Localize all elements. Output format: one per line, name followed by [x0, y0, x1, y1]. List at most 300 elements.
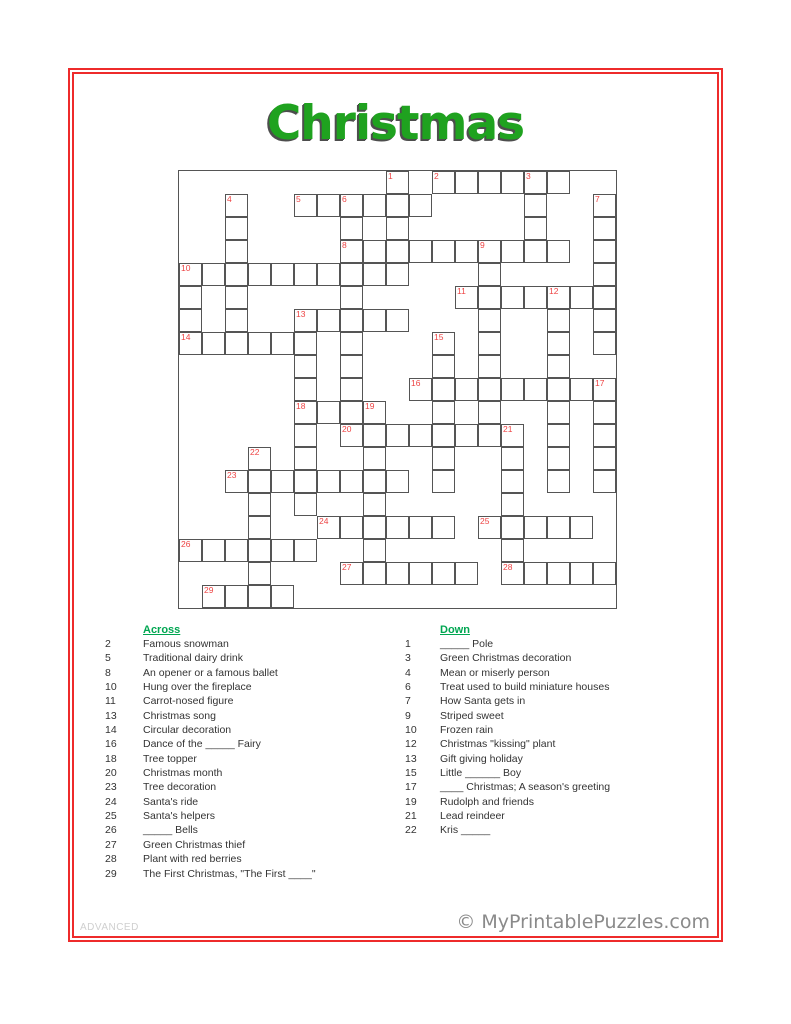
- grid-cell[interactable]: [455, 171, 478, 194]
- grid-cell[interactable]: [432, 401, 455, 424]
- grid-cell[interactable]: [409, 424, 432, 447]
- grid-cell[interactable]: [248, 447, 271, 470]
- grid-cell[interactable]: [593, 309, 616, 332]
- clue-text: Circular decoration: [143, 724, 232, 737]
- grid-cell[interactable]: [340, 470, 363, 493]
- clue-number: 11: [105, 695, 116, 708]
- clue-item: [405, 795, 705, 809]
- clue-text: The First Christmas, "The First ____": [143, 867, 316, 880]
- grid-cell[interactable]: [202, 332, 225, 355]
- grid-cell[interactable]: [524, 286, 547, 309]
- clue-text: Santa's ride: [143, 795, 199, 808]
- grid-cell[interactable]: [478, 516, 501, 539]
- grid-cell[interactable]: [593, 286, 616, 309]
- grid-cell[interactable]: [386, 516, 409, 539]
- grid-cell[interactable]: [455, 240, 478, 263]
- grid-cell[interactable]: [501, 424, 524, 447]
- grid-cell[interactable]: [294, 447, 317, 470]
- grid-cell[interactable]: [432, 516, 455, 539]
- grid-cell[interactable]: [547, 562, 570, 585]
- grid-cell[interactable]: [432, 470, 455, 493]
- grid-cell[interactable]: [363, 240, 386, 263]
- grid-cell[interactable]: [432, 240, 455, 263]
- grid-cell[interactable]: [386, 470, 409, 493]
- clue-item: [405, 709, 705, 723]
- clue-text: Tree decoration: [143, 781, 217, 794]
- grid-cell[interactable]: [317, 263, 340, 286]
- grid-cell[interactable]: [294, 378, 317, 401]
- clue-number: 21: [405, 810, 417, 823]
- clue-item: [105, 709, 395, 723]
- grid-cell[interactable]: [340, 516, 363, 539]
- clue-number: 9: [405, 709, 411, 722]
- grid-cell[interactable]: [593, 263, 616, 286]
- grid-cell[interactable]: [225, 194, 248, 217]
- grid-cell[interactable]: [363, 194, 386, 217]
- grid-cell[interactable]: [294, 355, 317, 378]
- cell-number: 19: [365, 401, 375, 411]
- grid-cell[interactable]: [593, 470, 616, 493]
- grid-cell[interactable]: [340, 240, 363, 263]
- cell-number: 5: [296, 194, 301, 204]
- grid-cell[interactable]: [225, 332, 248, 355]
- grid-cell[interactable]: [202, 539, 225, 562]
- grid-cell[interactable]: [524, 562, 547, 585]
- grid-cell[interactable]: [340, 309, 363, 332]
- grid-cell[interactable]: [386, 309, 409, 332]
- grid-cell[interactable]: [501, 516, 524, 539]
- grid-cell[interactable]: [524, 240, 547, 263]
- grid-cell[interactable]: [340, 332, 363, 355]
- grid-cell[interactable]: [340, 424, 363, 447]
- cell-number: 18: [296, 401, 306, 411]
- grid-cell[interactable]: [179, 332, 202, 355]
- grid-cell[interactable]: [547, 309, 570, 332]
- clue-text: Rudolph and friends: [440, 795, 534, 808]
- cell-number: 14: [181, 332, 191, 342]
- clue-item: [405, 651, 705, 665]
- grid-cell[interactable]: [340, 286, 363, 309]
- grid-cell[interactable]: [478, 332, 501, 355]
- clue-item: [405, 666, 705, 680]
- grid-cell[interactable]: [294, 309, 317, 332]
- cell-number: 15: [434, 332, 444, 342]
- grid-cell[interactable]: [409, 240, 432, 263]
- cell-number: 21: [503, 424, 513, 434]
- grid-cell[interactable]: [225, 286, 248, 309]
- clue-number: 26: [105, 824, 117, 837]
- grid-cell[interactable]: [225, 309, 248, 332]
- grid-cell[interactable]: [501, 171, 524, 194]
- clue-number: 4: [405, 666, 411, 679]
- grid-cell[interactable]: [524, 378, 547, 401]
- cell-number: 26: [181, 539, 191, 549]
- grid-cell[interactable]: [501, 378, 524, 401]
- grid-cell[interactable]: [202, 585, 225, 608]
- grid-cell[interactable]: [501, 562, 524, 585]
- grid-cell[interactable]: [432, 424, 455, 447]
- grid-cell[interactable]: [248, 470, 271, 493]
- grid-cell[interactable]: [478, 309, 501, 332]
- grid-cell[interactable]: [202, 263, 225, 286]
- grid-cell[interactable]: [409, 516, 432, 539]
- clue-text: ____ Christmas; A season's greeting: [440, 781, 611, 794]
- grid-cell[interactable]: [340, 378, 363, 401]
- grid-cell[interactable]: [317, 401, 340, 424]
- clue-text: Christmas "kissing" plant: [440, 738, 556, 751]
- cell-number: 10: [181, 263, 191, 273]
- clue-text: Kris _____: [440, 824, 491, 837]
- grid-cell[interactable]: [340, 194, 363, 217]
- grid-cell[interactable]: [593, 562, 616, 585]
- grid-cell[interactable]: [317, 470, 340, 493]
- grid-cell[interactable]: [386, 240, 409, 263]
- grid-cell[interactable]: [317, 194, 340, 217]
- clue-text: Famous snowman: [143, 638, 229, 650]
- across-clue-list: [105, 637, 395, 881]
- clue-text: _____ Pole: [440, 638, 494, 650]
- grid-cell[interactable]: [225, 263, 248, 286]
- clue-number: 14: [105, 724, 117, 737]
- cell-number: 29: [204, 585, 214, 595]
- grid-cell[interactable]: [547, 447, 570, 470]
- grid-cell[interactable]: [340, 401, 363, 424]
- clue-number: 28: [105, 853, 117, 866]
- difficulty-label: ADVANCED: [80, 922, 139, 933]
- grid-cell[interactable]: [593, 447, 616, 470]
- clue-number: 27: [105, 838, 117, 851]
- grid-cell[interactable]: [386, 263, 409, 286]
- clue-text: Carrot-nosed figure: [143, 695, 234, 708]
- clue-number: 18: [105, 752, 117, 765]
- clue-number: 15: [405, 767, 417, 780]
- grid-cell[interactable]: [317, 516, 340, 539]
- grid-cell[interactable]: [363, 516, 386, 539]
- grid-cell[interactable]: [547, 286, 570, 309]
- cell-number: 25: [480, 516, 490, 526]
- grid-cell[interactable]: [432, 332, 455, 355]
- grid-cell[interactable]: [593, 194, 616, 217]
- grid-cell[interactable]: [432, 171, 455, 194]
- grid-cell[interactable]: [271, 470, 294, 493]
- grid-cell[interactable]: [478, 378, 501, 401]
- grid-cell[interactable]: [455, 562, 478, 585]
- cell-number: 28: [503, 562, 513, 572]
- clue-text: Santa's helpers: [143, 810, 216, 823]
- clue-text: Christmas month: [143, 767, 223, 780]
- clue-number: 17: [405, 781, 417, 794]
- grid-cell[interactable]: [294, 470, 317, 493]
- cell-number: 27: [342, 562, 352, 572]
- clue-item: [105, 809, 395, 823]
- cell-number: 20: [342, 424, 352, 434]
- grid-cell[interactable]: [524, 171, 547, 194]
- grid-cell[interactable]: [363, 562, 386, 585]
- clue-item: [105, 780, 395, 794]
- clue-item: [105, 838, 395, 852]
- clue-item: [105, 723, 395, 737]
- grid-cell[interactable]: [570, 516, 593, 539]
- clue-number: 13: [105, 709, 117, 722]
- grid-cell[interactable]: [593, 424, 616, 447]
- grid-cell[interactable]: [478, 401, 501, 424]
- clue-text: Tree topper: [143, 752, 197, 765]
- cell-number: 13: [296, 309, 306, 319]
- grid-cell[interactable]: [271, 539, 294, 562]
- grid-cell[interactable]: [340, 217, 363, 240]
- down-clues-section: [405, 624, 705, 838]
- puzzle-title: Christmas: [266, 96, 525, 151]
- clue-item: [105, 737, 395, 751]
- grid-cell[interactable]: [524, 516, 547, 539]
- grid-cell[interactable]: [409, 194, 432, 217]
- grid-cell[interactable]: [248, 263, 271, 286]
- clue-number: 2: [105, 638, 111, 650]
- grid-cell[interactable]: [340, 263, 363, 286]
- cell-number: 3: [526, 171, 531, 181]
- grid-cell[interactable]: [340, 562, 363, 585]
- clue-item: [105, 766, 395, 780]
- clue-text: Hung over the fireplace: [143, 681, 252, 694]
- cell-number: 11: [457, 286, 466, 296]
- clue-number: 12: [405, 738, 417, 751]
- grid-cell[interactable]: [524, 194, 547, 217]
- clue-text: An opener or a famous ballet: [143, 666, 278, 679]
- grid-cell[interactable]: [432, 447, 455, 470]
- cell-number: 17: [595, 378, 605, 388]
- grid-cell[interactable]: [363, 447, 386, 470]
- cell-number: 2: [434, 171, 439, 181]
- grid-cell[interactable]: [478, 263, 501, 286]
- clue-text: Little ______ Boy: [440, 767, 522, 780]
- grid-cell[interactable]: [593, 401, 616, 424]
- clue-item: [105, 666, 395, 680]
- grid-cell[interactable]: [386, 171, 409, 194]
- grid-cell[interactable]: [501, 447, 524, 470]
- grid-cell[interactable]: [271, 263, 294, 286]
- grid-cell[interactable]: [340, 355, 363, 378]
- grid-cell[interactable]: [432, 378, 455, 401]
- cell-number: 22: [250, 447, 260, 457]
- cell-number: 16: [411, 378, 421, 388]
- grid-cell[interactable]: [455, 424, 478, 447]
- clue-item: [105, 752, 395, 766]
- grid-cell[interactable]: [248, 585, 271, 608]
- cell-number: 12: [549, 286, 559, 296]
- clue-number: 7: [405, 695, 411, 708]
- grid-cell[interactable]: [570, 286, 593, 309]
- grid-cell[interactable]: [294, 263, 317, 286]
- grid-cell[interactable]: [501, 493, 524, 516]
- grid-cell[interactable]: [547, 332, 570, 355]
- clue-number: 16: [105, 738, 117, 751]
- cell-number: 7: [595, 194, 600, 204]
- grid-cell[interactable]: [501, 470, 524, 493]
- grid-cell[interactable]: [478, 286, 501, 309]
- grid-cell[interactable]: [501, 286, 524, 309]
- grid-cell[interactable]: [248, 516, 271, 539]
- cell-number: 8: [342, 240, 347, 250]
- grid-cell[interactable]: [363, 470, 386, 493]
- clue-item: [405, 766, 705, 780]
- grid-cell[interactable]: [225, 539, 248, 562]
- clue-text: Plant with red berries: [143, 853, 242, 866]
- grid-cell[interactable]: [593, 332, 616, 355]
- clue-number: 24: [105, 795, 117, 808]
- clue-item: [105, 637, 395, 651]
- grid-cell[interactable]: [225, 470, 248, 493]
- clue-text: How Santa gets in: [440, 695, 526, 708]
- clue-text: Striped sweet: [440, 709, 504, 722]
- grid-cell[interactable]: [593, 378, 616, 401]
- grid-cell[interactable]: [179, 309, 202, 332]
- grid-cell[interactable]: [363, 424, 386, 447]
- grid-cell[interactable]: [478, 240, 501, 263]
- grid-cell[interactable]: [248, 539, 271, 562]
- grid-cell[interactable]: [547, 378, 570, 401]
- grid-cell[interactable]: [455, 286, 478, 309]
- clue-text: Treat used to build miniature houses: [440, 681, 610, 694]
- grid-cell[interactable]: [547, 355, 570, 378]
- clue-item: [405, 780, 705, 794]
- grid-cell[interactable]: [386, 424, 409, 447]
- grid-cell[interactable]: [478, 355, 501, 378]
- grid-cell[interactable]: [294, 332, 317, 355]
- grid-cell[interactable]: [455, 378, 478, 401]
- across-clues-section: [105, 624, 395, 881]
- clue-number: 13: [405, 752, 417, 765]
- grid-cell[interactable]: [294, 539, 317, 562]
- clue-text: Mean or miserly person: [440, 666, 550, 679]
- grid-cell[interactable]: [225, 217, 248, 240]
- crossword-grid: [178, 170, 617, 609]
- grid-cell[interactable]: [570, 378, 593, 401]
- clue-text: Frozen rain: [440, 724, 494, 737]
- clue-number: 20: [105, 767, 117, 780]
- clue-number: 5: [105, 652, 111, 665]
- clue-text: Dance of the _____ Fairy: [143, 738, 261, 751]
- grid-cell[interactable]: [386, 562, 409, 585]
- clue-number: 25: [105, 810, 117, 823]
- clue-item: [405, 637, 705, 651]
- grid-cell[interactable]: [409, 562, 432, 585]
- grid-cell[interactable]: [225, 240, 248, 263]
- grid-cell[interactable]: [248, 562, 271, 585]
- clue-text: _____ Bells: [143, 824, 198, 837]
- grid-cell[interactable]: [432, 562, 455, 585]
- grid-cell[interactable]: [363, 263, 386, 286]
- grid-cell[interactable]: [179, 286, 202, 309]
- clue-item: [405, 694, 705, 708]
- grid-cell[interactable]: [570, 562, 593, 585]
- grid-cell[interactable]: [501, 539, 524, 562]
- clue-number: 1: [405, 638, 411, 650]
- clue-text: Christmas song: [143, 709, 216, 722]
- clue-number: 3: [405, 652, 411, 665]
- clue-item: [405, 823, 705, 837]
- clue-text: Green Christmas thief: [143, 838, 246, 851]
- grid-cell[interactable]: [386, 217, 409, 240]
- clue-number: 29: [105, 867, 117, 880]
- grid-cell[interactable]: [294, 194, 317, 217]
- cell-number: 4: [227, 194, 232, 204]
- down-clue-list: [405, 637, 705, 838]
- clue-number: 10: [405, 724, 417, 737]
- grid-cell[interactable]: [547, 171, 570, 194]
- clue-item: [405, 723, 705, 737]
- grid-cell[interactable]: [363, 539, 386, 562]
- grid-cell[interactable]: [179, 539, 202, 562]
- grid-cell[interactable]: [547, 516, 570, 539]
- down-header: Down: [440, 624, 470, 636]
- grid-cell[interactable]: [363, 493, 386, 516]
- grid-cell[interactable]: [593, 240, 616, 263]
- across-header: Across: [143, 624, 181, 636]
- grid-cell[interactable]: [547, 401, 570, 424]
- cell-number: 9: [480, 240, 485, 250]
- grid-cell[interactable]: [294, 424, 317, 447]
- grid-cell[interactable]: [271, 585, 294, 608]
- clue-item: [105, 852, 395, 866]
- grid-cell[interactable]: [386, 194, 409, 217]
- grid-cell[interactable]: [225, 585, 248, 608]
- cell-number: 24: [319, 516, 329, 526]
- copyright: © MyPrintablePuzzles.com: [456, 911, 710, 933]
- clue-text: Traditional dairy drink: [143, 652, 243, 665]
- clue-item: [105, 795, 395, 809]
- clue-item: [405, 809, 705, 823]
- grid-cell[interactable]: [547, 424, 570, 447]
- grid-cell[interactable]: [317, 309, 340, 332]
- clue-number: 8: [105, 666, 111, 679]
- grid-cell[interactable]: [501, 240, 524, 263]
- grid-cell[interactable]: [363, 401, 386, 424]
- cell-number: 6: [342, 194, 347, 204]
- grid-cell[interactable]: [547, 470, 570, 493]
- grid-cell[interactable]: [593, 217, 616, 240]
- clue-item: [105, 823, 395, 837]
- grid-cell[interactable]: [294, 401, 317, 424]
- clue-item: [105, 680, 395, 694]
- clue-text: Green Christmas decoration: [440, 652, 572, 665]
- grid-cell[interactable]: [179, 263, 202, 286]
- clue-item: [105, 651, 395, 665]
- clue-item: [405, 737, 705, 751]
- clue-text: Gift giving holiday: [440, 752, 523, 765]
- clue-text: Lead reindeer: [440, 810, 505, 823]
- clue-item: [105, 867, 395, 881]
- cell-number: 23: [227, 470, 237, 480]
- grid-cell[interactable]: [409, 378, 432, 401]
- clue-number: 22: [405, 824, 417, 837]
- grid-cell[interactable]: [248, 493, 271, 516]
- clue-item: [405, 752, 705, 766]
- grid-cell[interactable]: [547, 240, 570, 263]
- clue-item: [105, 694, 395, 708]
- clue-number: 19: [405, 795, 417, 808]
- grid-cell[interactable]: [271, 332, 294, 355]
- cell-number: 1: [388, 171, 393, 181]
- clue-number: 10: [105, 681, 117, 694]
- grid-cell[interactable]: [248, 332, 271, 355]
- grid-cell[interactable]: [432, 355, 455, 378]
- grid-cell[interactable]: [478, 171, 501, 194]
- grid-cell[interactable]: [524, 217, 547, 240]
- clue-item: [405, 680, 705, 694]
- grid-cell[interactable]: [478, 424, 501, 447]
- grid-cell[interactable]: [294, 493, 317, 516]
- grid-cell[interactable]: [363, 309, 386, 332]
